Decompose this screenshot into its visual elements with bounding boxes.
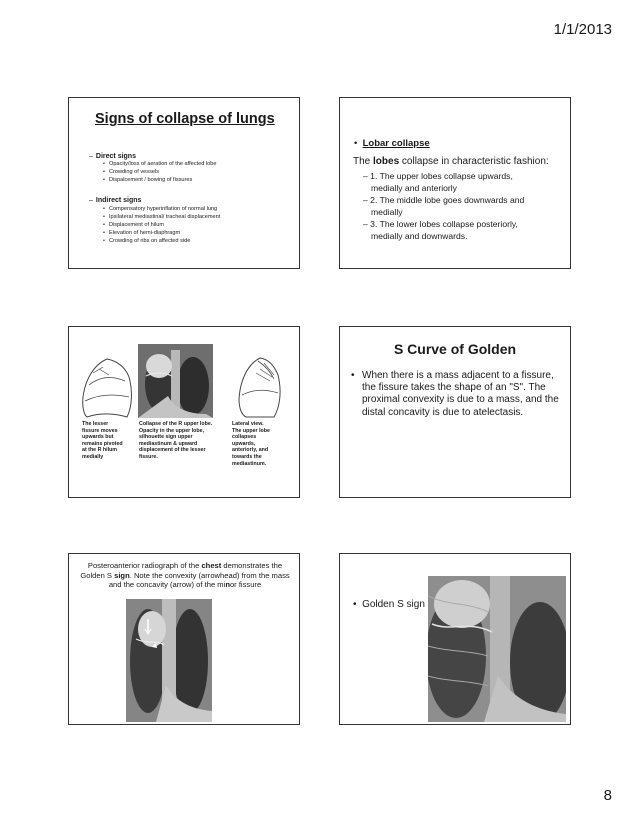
bullet-lobar-collapse: • Lobar collapse (354, 138, 430, 149)
sub-item-lower-lobe: – 3. The lower lobes collapse posteriorly, medially and downwards. (363, 219, 518, 241)
chest-xray-image (138, 344, 213, 418)
lobes-intro-line: The lobes collapse in characteristic fashion: (353, 156, 549, 167)
slide-golden-s-radiograph (68, 553, 300, 725)
list-item: • Displacement of hilum (103, 222, 220, 230)
list-item: • Crowding of ribs on affected side (103, 238, 220, 246)
frontal-lung-diagram (79, 355, 137, 421)
golden-s-sign-bullet: • Golden S sign (353, 599, 425, 610)
slide-title: S Curve of Golden (393, 341, 517, 357)
list-item: • Ipsilateral mediastinal/ tracheal displacement (103, 214, 220, 222)
sub-item-upper-lobe: – 1. The upper lobes collapse upwards, medially and anteriorly (363, 171, 513, 193)
slide-signs-of-collapse (68, 97, 300, 269)
indirect-signs-heading: – Indirect signs (89, 197, 142, 204)
direct-signs-list (103, 161, 216, 185)
slide-title: Signs of collapse of lungs (95, 111, 275, 127)
sub-item-middle-lobe: – 2. The middle lobe goes downwards and medially (363, 195, 525, 217)
chest-radiograph-image (126, 599, 212, 722)
caption-upper-lobe-collapse: Collapse of the R upper lobe. Opacity in the upper lobe, silhouette sign upper mediastinum & upward displacement of the lesser fissure. (139, 421, 213, 460)
slide-upper-lobe-collapse-images (68, 326, 300, 498)
list-item: • Dispalcement / bowing of fissures (103, 177, 216, 185)
list-item: • Opacity/loss of aeration of the affected lobe (103, 161, 216, 169)
list-item: • Compensatory hyperinflation of normal lung (103, 206, 220, 214)
list-item: • Crowding of vessels (103, 169, 216, 177)
page-number: 8 (603, 787, 612, 804)
slide-lobar-collapse (339, 97, 571, 269)
caption-lesser-fissure: The lesser fissure moves upwards but remains pivoted at the R hilum medially (82, 421, 123, 460)
indirect-signs-list (103, 206, 220, 246)
slide-s-curve-of-golden (339, 326, 571, 498)
s-curve-description: • When there is a mass adjacent to a fissure, the fissure takes the shape of an "S". The proximal convexity is due to a mass, and the distal concavity is due to atelectasis. (351, 370, 559, 418)
caption-lateral-view: Lateral view. The upper lobe collapses upwards, anteriorly, and towards the mediastinum. (232, 421, 270, 467)
radiograph-caption: Posteroanterior radiograph of the chest demonstrates the Golden S sign. Note the convexity (arrowhead) from the mass and the concavity (arrow) of the minor fissure (80, 561, 290, 590)
print-date: 1/1/2013 (553, 21, 612, 38)
direct-signs-heading: – Direct signs (89, 153, 136, 160)
list-item: • Elevation of hemi-diaphragm (103, 230, 220, 238)
golden-s-sign-image (428, 576, 566, 722)
slide-golden-s-sign (339, 553, 571, 725)
lateral-lung-diagram (234, 355, 284, 419)
